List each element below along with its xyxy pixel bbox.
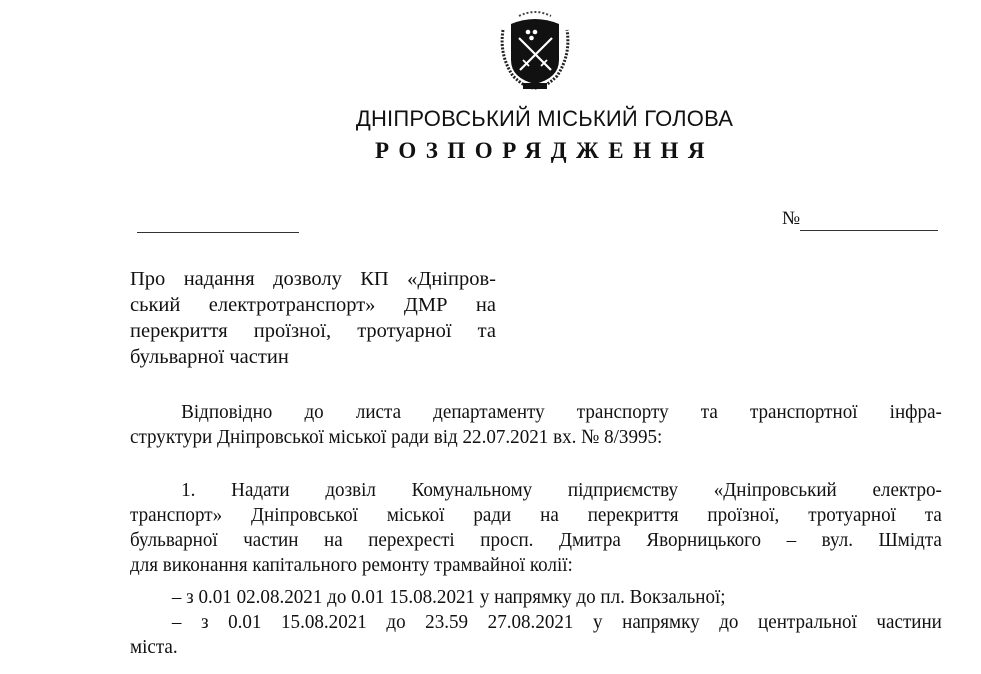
- preamble-paragraph: [130, 400, 942, 450]
- subject-line: ський електротранспорт» ДМР на: [130, 294, 496, 316]
- paragraph-line: бульварної частин на перехресті просп. Дмитра Яворницького – вул. Шмідта: [130, 529, 942, 551]
- paragraph-line: для виконання капітального ремонту трамвайної колії:: [130, 554, 573, 576]
- item-1-paragraph: [130, 478, 942, 578]
- paragraph-line: структури Дніпровської міської ради від 22.07.2021 вх. № 8/3995:: [130, 426, 663, 448]
- paragraph-line: 1. Надати дозвіл Комунальному підприємству «Дніпровський електро-: [181, 479, 942, 501]
- paragraph-line: Відповідно до листа департаменту транспорту та транспортної інфра-: [181, 401, 942, 423]
- number-blank-line: [800, 230, 938, 231]
- period-item: – з 0.01 15.08.2021 до 23.59 27.08.2021 у напрямку до центральної частини: [171, 611, 942, 633]
- document-type-title: РОЗПОРЯДЖЕННЯ: [374, 138, 715, 163]
- period-item-continuation: міста.: [130, 636, 178, 658]
- subject-line: Про надання дозволу КП «Дніпров-: [130, 268, 496, 290]
- number-label: №: [782, 208, 801, 229]
- office-title: ДНІПРОВСЬКИЙ МІСЬКИЙ ГОЛОВА: [355, 106, 734, 131]
- periods-list: [130, 585, 942, 660]
- period-item: – з 0.01 02.08.2021 до 0.01 15.08.2021 у напрямку до пл. Вокзальної;: [171, 586, 726, 608]
- subject-block: [130, 266, 496, 370]
- subject-line: бульварної частин: [130, 346, 289, 368]
- dnipro-coat-of-arms-icon: [497, 10, 573, 90]
- date-blank-line: [137, 232, 299, 233]
- subject-line: перекриття проїзної, тротуарної та: [130, 320, 496, 342]
- paragraph-line: транспорт» Дніпровської міської ради на перекриття проїзної, тротуарної та: [130, 504, 942, 526]
